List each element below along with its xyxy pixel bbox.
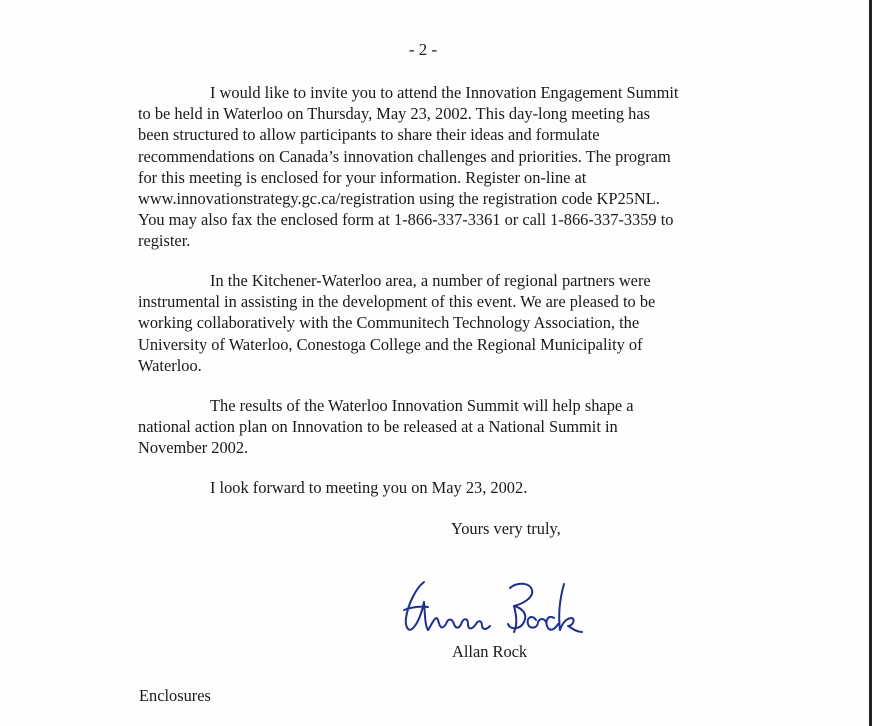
text-line: The results of the Waterloo Innovation Summit will help shape a [210,396,634,415]
text-line: Waterloo. [138,355,202,375]
valediction: Yours very truly, [451,519,561,538]
text-line: working collaboratively with the Communitech Technology Association, the [138,313,640,333]
text-line: University of Waterloo, Conestoga College and the Regional Municipality of [138,334,643,354]
text-line: for this meeting is enclosed for your information. Register on-line at [138,167,587,187]
closing-line: I look forward to meeting you on May 23, 2002. [210,478,528,497]
text-line: You may also fax the enclosed form at 1-866-337-3361 or call 1-866-337-3359 to [138,210,674,230]
text-line: been structured to allow participants to share their ideas and formulate [138,125,600,145]
text-line: register. [138,231,191,251]
text-line: I would like to invite you to attend the Innovation Engagement Summit [210,83,679,102]
paragraph-partners [138,270,713,376]
text-line: to be held in Waterloo on Thursday, May 23, 2002. This day-long meeting has [138,104,651,124]
text-line: instrumental in assisting in the development of this event. We are pleased to be [138,292,656,312]
paragraph-results [138,395,713,459]
text-line: In the Kitchener-Waterloo area, a number of regional partners were [210,271,651,290]
handwritten-signature [398,574,594,642]
text-line: www.innovationstrategy.gc.ca/registration using the registration code KP25NL. [138,189,660,209]
page-number: - 2 - [408,40,438,59]
text-line: recommendations on Canada’s innovation challenges and priorities. The program [138,146,671,166]
enclosures-note: Enclosures [139,686,211,705]
paragraph-invitation [138,82,713,252]
signer-name: Allan Rock [452,642,528,661]
text-line: November 2002. [138,438,249,458]
text-line: national action plan on Innovation to be released at a National Summit in [138,417,618,437]
